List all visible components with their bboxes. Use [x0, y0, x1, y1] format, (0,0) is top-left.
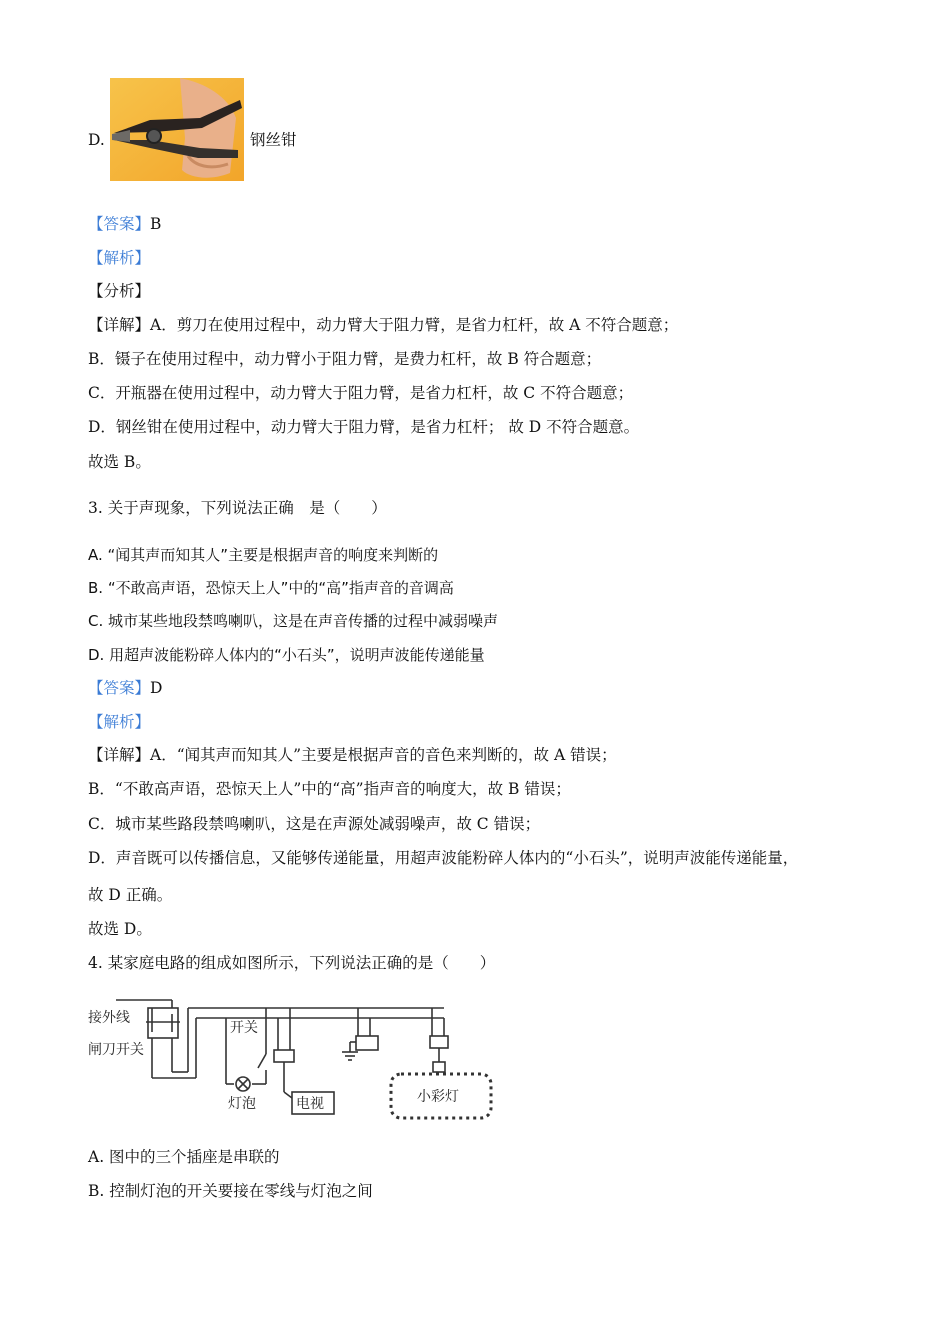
detail-line-3: C．开瓶器在使用过程中，动力臂大于阻力臂，是省力杠杆，故 C 不符合题意； — [88, 384, 634, 402]
detail-text: A．“闻其声而知其人”主要是根据声音的音色来判断的，故 A 错误； — [150, 746, 617, 764]
q4-option-b: B. 控制灯泡的开关要接在零线与灯泡之间 — [88, 1182, 373, 1200]
label-outside-line: 接外线 — [88, 1010, 130, 1026]
q4-option-a: A. 图中的三个插座是串联的 — [88, 1148, 280, 1166]
detail-line-2: B．镊子在使用过程中，动力臂小于阻力臂，是费力杠杆，故 B 符合题意； — [88, 350, 602, 368]
question-3: 3. 关于声现象，下列说法正确 是（ ） — [88, 499, 387, 517]
detail-text: A．剪刀在使用过程中，动力臂大于阻力臂，是省力杠杆，故 A 不符合题意； — [150, 316, 679, 334]
answer-value: B — [150, 215, 162, 233]
q3-option-a: A. “闻其声而知其人”主要是根据声音的响度来判断的 — [88, 546, 439, 564]
label-small-lights: 小彩灯 — [417, 1089, 459, 1105]
label-tv: 电视 — [296, 1096, 324, 1112]
option-d-text: 钢丝钳 — [250, 131, 297, 149]
fenxi-tag: 【分析】 — [88, 282, 151, 300]
q3-detail-line-2: B．“不敢高声语，恐惊天上人”中的“高”指声音的响度大，故 B 错误； — [88, 780, 571, 798]
detail-line-4: D．钢丝钳在使用过程中，动力臂大于阻力臂，是省力杠杆； 故 D 不符合题意。 — [88, 418, 640, 436]
option-d-label: D. — [88, 131, 105, 149]
label-knife-switch: 闸刀开关 — [88, 1042, 144, 1058]
label-switch: 开关 — [230, 1020, 258, 1036]
detail-line-1 — [88, 314, 678, 336]
q3-option-b: B. “不敢高声语，恐惊天上人”中的“高”指声音的音调高 — [88, 579, 454, 597]
answer-tag: 【答案】 — [88, 215, 151, 233]
circuit-diagram — [86, 996, 500, 1124]
q3-detail-line-3: C．城市某些路段禁鸣喇叭，这是在声源处减弱噪声，故 C 错误； — [88, 815, 541, 833]
q3-detail-line-4: D．声音既可以传播信息，又能够传递能量，用超声波能粉碎人体内的“小石头”，说明声波能传递能量， — [88, 849, 799, 867]
q3-detail-line-1 — [88, 744, 617, 766]
detail-tag: 【详解】 — [88, 746, 151, 764]
q3-option-c: C. 城市某些地段禁鸣喇叭，这是在声音传播的过程中减弱噪声 — [88, 612, 499, 630]
answer-tag: 【答案】 — [88, 679, 151, 697]
label-bulb: 灯泡 — [228, 1096, 256, 1112]
conclusion-q2: 故选 B。 — [88, 453, 151, 471]
answer-value: D — [150, 679, 163, 697]
detail-tag: 【详解】 — [88, 316, 151, 334]
analysis-tag: 【解析】 — [88, 249, 151, 267]
conclusion-q3: 故选 D。 — [88, 920, 152, 938]
q3-option-d: D. 用超声波能粉碎人体内的“小石头”，说明声波能传递能量 — [88, 646, 485, 664]
pliers-photo — [110, 78, 244, 181]
answer-line-q3 — [88, 677, 162, 699]
question-4: 4. 某家庭电路的组成如图所示，下列说法正确的是（ ） — [88, 954, 496, 972]
answer-line-q2 — [88, 213, 161, 235]
analysis-tag-q3: 【解析】 — [88, 713, 151, 731]
q3-detail-line-5: 故 D 正确。 — [88, 886, 173, 904]
